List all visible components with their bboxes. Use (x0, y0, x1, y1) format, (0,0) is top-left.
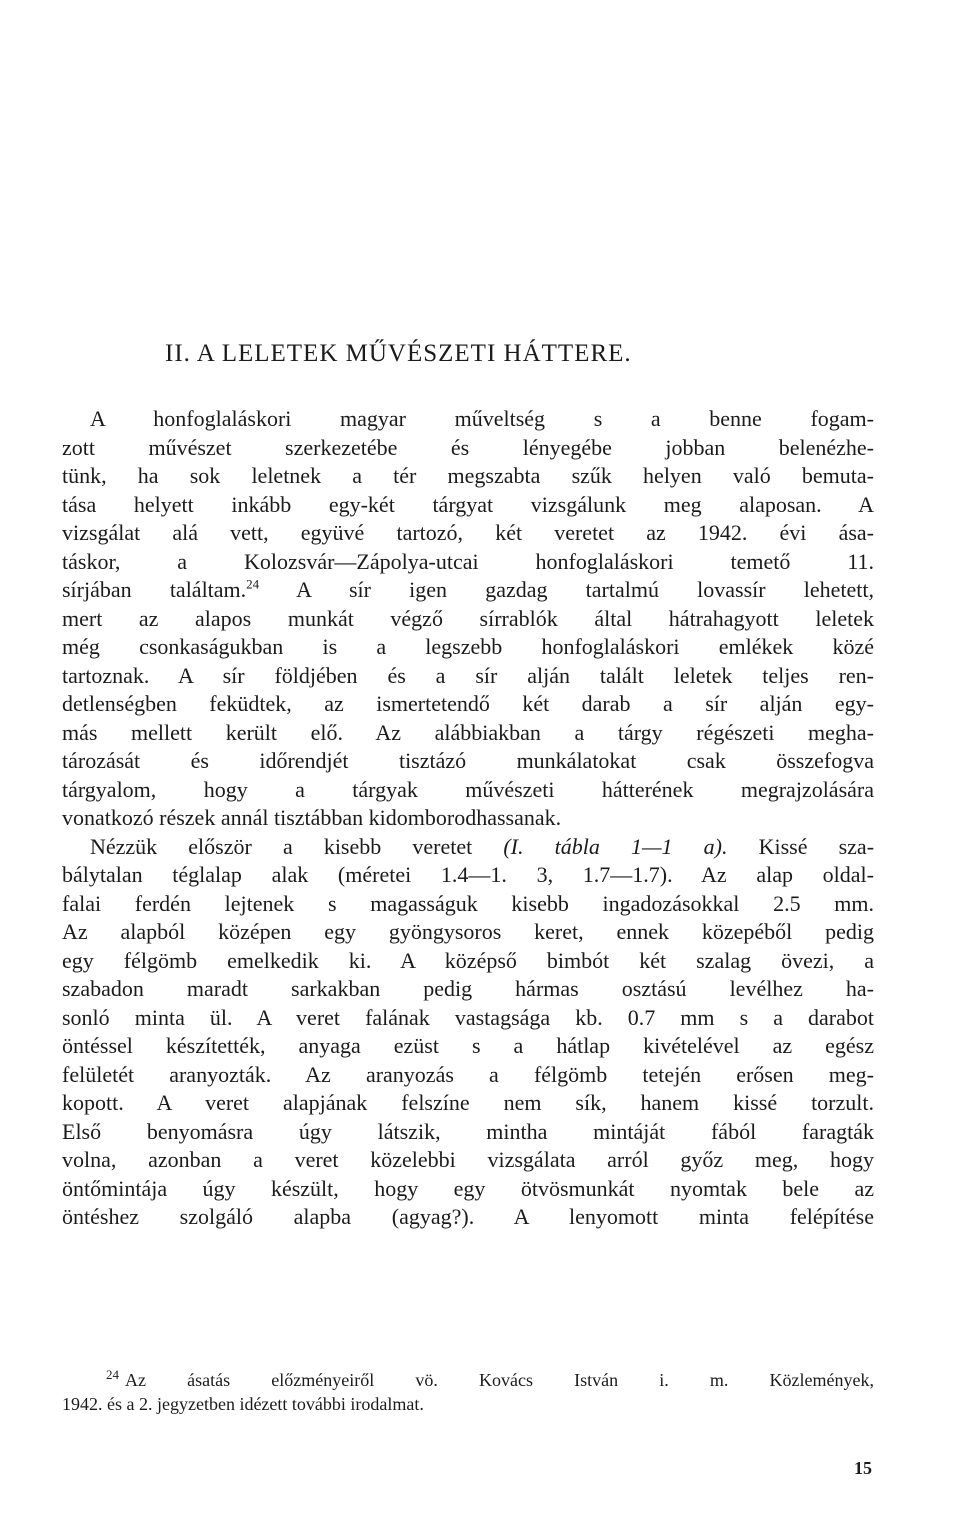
text-line: vonatkozó részek annál tisztábban kidomborodhassanak. (62, 805, 562, 830)
text-line: volna, azonban a veret közelebbi vizsgálata arról győz meg, hogy (62, 1147, 874, 1172)
text-line: tartoznak. A sír földjében és a sír alján talált leletek teljes ren- (62, 662, 874, 688)
text-line: más mellett került elő. Az alábbiakban a tárgy régészeti megha- (62, 719, 874, 745)
text-line: öntéshez szolgáló alapba (agyag?). A lenyomott minta felépítése (62, 1204, 874, 1229)
text-line: vizsgálat alá vett, együvé tartozó, két veretet az 1942. évi ása- (62, 520, 874, 545)
footnote-number: 24 (106, 1367, 119, 1382)
text-line-with-footnote (62, 576, 874, 605)
text-line: szabadon maradt sarkakban pedig hármas osztású levélhez ha- (62, 976, 874, 1001)
text-fragment: Kissé sza- (727, 833, 874, 859)
body-text (62, 405, 874, 1232)
text-line: felületét aranyozták. Az aranyozás a félgömb tetején erősen meg- (62, 1061, 874, 1087)
text-fragment: sírjában találtam. (62, 577, 247, 602)
text-line: még csonkaságukban is a legszebb honfoglaláskori emlékek közé (62, 634, 874, 659)
text-line: öntéssel készítették, anyaga ezüst s a hátlap kivételével az egész (62, 1033, 874, 1058)
text-line: falai ferdén lejtenek s magasságuk kisebb ingadozásokkal 2.5 mm. (62, 890, 874, 916)
text-fragment: Nézzük először a kisebb veretet (90, 833, 473, 859)
plate-reference: (I. tábla 1—1 a). (503, 833, 728, 859)
text-line: bálytalan téglalap alak (méretei 1.4—1. 3, 1.7—1.7). Az alap oldal- (62, 862, 874, 887)
text-line-with-plate-reference (62, 833, 874, 862)
text-line: mert az alapos munkát végző sírrablók által hátrahagyott leletek (62, 605, 874, 631)
text-line: tározását és időrendjét tisztázó munkálatokat csak összefogva (62, 748, 874, 773)
text-line: tünk, ha sok leletnek a tér megszabta szűk helyen való bemuta- (62, 463, 874, 488)
text-line: táskor, a Kolozsvár—Zápolya-utcai honfoglaláskori temető 11. (62, 548, 874, 574)
footnote (62, 1368, 874, 1416)
text-line: öntőmintája úgy készült, hogy egy ötvösmunkát nyomtak bele az (62, 1175, 874, 1201)
text-line: Az alapból középen egy gyöngysoros keret, ennek közepéből pedig (62, 919, 874, 944)
chapter-heading: II. A LELETEK MŰVÉSZETI HÁTTERE. (165, 340, 632, 367)
text-line: kopott. A veret alapjának felszíne nem sík, hanem kissé torzult. (62, 1090, 874, 1115)
text-fragment: A sír igen gazdag tartalmú lovassír lehetett, (259, 577, 874, 602)
text-line: Első benyomásra úgy látszik, mintha mintáját fából faragták (62, 1118, 874, 1144)
footnote-line: 1942. és a 2. jegyzetben idézett további irodalmat. (62, 1394, 424, 1414)
text-line: detlenségben feküdtek, az ismertetendő két darab a sír alján egy- (62, 691, 874, 716)
text-line: egy félgömb emelkedik ki. A középső bimbót két szalag övezi, a (62, 947, 874, 973)
text-line: tárgyalom, hogy a tárgyak művészeti hátterének megrajzolására (62, 776, 874, 802)
text-line: zott művészet szerkezetébe és lényegébe jobban belenézhe- (62, 434, 874, 460)
footnote-reference: 24 (246, 576, 260, 592)
footnote-line (62, 1368, 874, 1392)
page-number: 15 (854, 1458, 872, 1478)
text-line: A honfoglaláskori magyar műveltség s a benne fogam- (90, 406, 874, 431)
text-line: tása helyett inkább egy-két tárgyat vizsgálunk meg alaposan. A (62, 491, 874, 517)
text-line: sonló minta ül. A veret falának vastagsága kb. 0.7 mm s a darabot (62, 1004, 874, 1030)
footnote-text: Az ásatás előzményeiről vö. Kovács István i. m. Közlemények, (125, 1370, 874, 1390)
